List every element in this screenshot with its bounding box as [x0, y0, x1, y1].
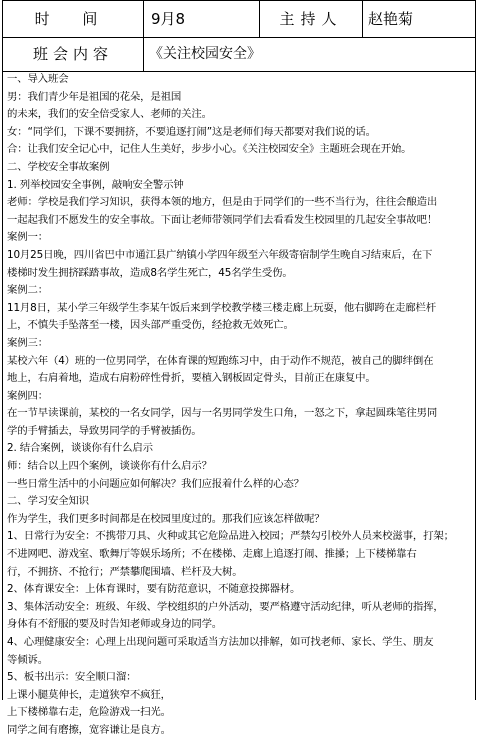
content-line: 老师：学校是我们学习知识，获得本领的地方，但是由于同学们的一些不当行为，往往会酿造出: [7, 196, 438, 209]
content-line: 上课小腿莫伸长，走道狭窄不疯狂，: [7, 688, 171, 701]
content-line: 一、导入班会: [7, 73, 69, 85]
content-line: 案例三：: [7, 336, 48, 349]
content-line: 4、心理健康安全：心理上出现问题可采取适当方法加以排解，如可找老师、家长、学生、朋友: [7, 636, 434, 648]
content-line: 学的手臂插去，导致男同学的手臂被插伤。: [7, 424, 202, 437]
content-line: 师：结合以上四个案例，谈谈你有什么启示？: [7, 460, 212, 473]
content-line: 10月25日晚，四川省巴中市通江县广纳镇小学四年级至六年级寄宿制学生晚自习结束后，在下: [7, 248, 433, 261]
date-value: 9月8: [143, 1, 260, 37]
content-line: 一些日常生活中的小问题应如何解决？我们应报着什么样的心态？: [7, 477, 304, 490]
content-line: 11月8日，某小学三年级学生李某午饭后来到学校教学楼三楼走廊上玩耍，他右脚跨在走廊栏杆: [7, 301, 437, 314]
content-line: 女：“同学们，下课不要拥挤，不要追逐打闹”这是老师们每天都要对我们说的话。: [7, 125, 376, 138]
content-line: 作为学生，我们更多时间都是在校园里度过的。那我们应该怎样做呢？: [7, 512, 325, 525]
content-line: 的未来，我们的安全倍受家人、老师的关注。: [7, 108, 212, 121]
content-line: 男：我们青少年是祖国的花朵，是祖国: [7, 90, 182, 103]
content-line: 合：让我们安全记心中，记住人生美好，步步小心。《关注校园安全》主题班会现在开始。: [7, 143, 412, 156]
time-label: 时 间: [3, 1, 144, 37]
content-label: 班会内容: [3, 37, 144, 72]
content-line: 2. 结合案例，谈谈你有什么启示: [7, 442, 153, 455]
content-line: 楼梯时发生拥挤踩踏事故，造成8名学生死亡，45名学生受伤。: [7, 266, 293, 279]
content-line: 同学之间有磨擦，宽容谦让是良方。: [7, 723, 171, 736]
content-line: 上下楼梯靠右走，危险游戏一扫光。: [7, 706, 171, 719]
content-line: 3、集体活动安全：班级、年级、学校组织的户外活动，要严格遵守活动纪律，听从老师的指挥，: [7, 600, 444, 613]
content-line: 2、体育课安全：上体育课时，要有防范意识，不随意投掷器材。: [7, 583, 301, 596]
content-line: 等倾诉。: [7, 653, 48, 666]
host-value: 赵艳菊: [368, 10, 414, 28]
content-line: 案例二：: [7, 284, 48, 297]
host-label: 主持人: [260, 1, 363, 37]
topic-value: 《关注校园安全》: [149, 46, 261, 62]
meeting-content-body: [2, 71, 476, 736]
content-line: 行，不拥挤、不抢行；严禁攀爬围墙、栏杆及大树。: [7, 565, 243, 578]
content-line: 地上，右肩着地，造成右肩粉碎性骨折，要植入钢板固定骨头，目前正在康复中。: [7, 372, 376, 385]
content-line: 上，不慎失手坠落至一楼，因头部严重受伤，经抢救无效死亡。: [7, 319, 294, 332]
content-line: 1. 列举校园安全事例，敲响安全警示钟: [7, 178, 184, 191]
content-line: 某校六年（4）班的一位男同学，在体育课的短跑练习中，由于动作不规范，被自己的脚绊倒在: [7, 354, 434, 367]
content-line: 一起起我们不愿发生的安全事故。下面让老师带领同学们去看看发生校园里的几起安全事故吧！: [7, 213, 438, 226]
content-line: 1、日常行为安全：不携带刀具、火种或其它危险品进入校园；严禁勾引校外人员来校滋事，打架；: [7, 530, 454, 543]
content-line: 案例四：: [7, 389, 48, 402]
record-header-table: [2, 0, 476, 72]
content-line: 案例一：: [7, 231, 48, 244]
content-line: 在一节早读课前，某校的一名女同学，因与一名男同学发生口角，一怒之下，拿起圆珠笔往男同: [7, 407, 438, 420]
content-line: 二、学校安全事故案例: [7, 160, 110, 173]
content-line: 二、学习安全知识: [7, 495, 89, 508]
header-row-content: [3, 37, 475, 72]
content-line: 身体有不舒服的要及时告知老师或身边的同学。: [7, 618, 223, 631]
content-line: 不进网吧、游戏室、歌舞厅等娱乐场所；不在楼梯、走廊上追逐打闹、推搡；上下楼梯靠右: [7, 548, 417, 561]
header-row-time: [3, 1, 475, 38]
content-line: 5、板书出示：安全顺口溜：: [7, 671, 137, 684]
